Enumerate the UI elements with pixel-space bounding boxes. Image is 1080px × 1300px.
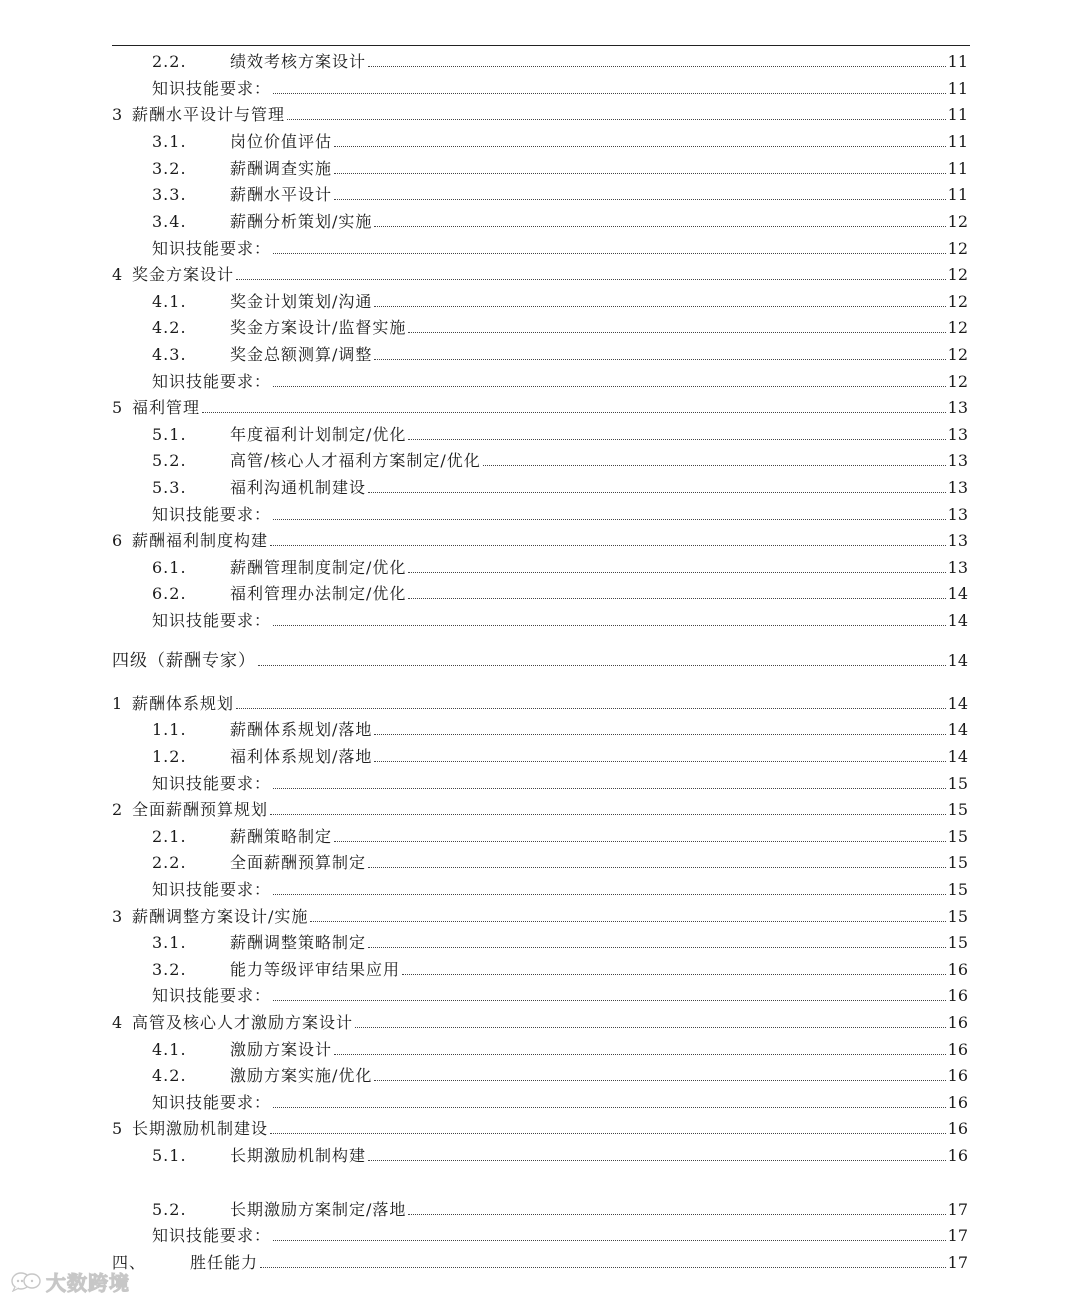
toc-entry[interactable]: [112, 1036, 968, 1060]
toc-entry-page: 13: [947, 558, 968, 577]
toc-entry-number: 3.2.: [152, 960, 187, 979]
toc-dot-leader: [273, 1000, 946, 1001]
toc-dot-leader: [374, 761, 945, 762]
toc-entry-title: 薪酬管理制度制定/优化: [230, 558, 407, 577]
toc-entry-page: 12: [947, 239, 968, 258]
chat-bubble-logo-icon: [10, 1270, 42, 1292]
toc-entry[interactable]: [112, 394, 968, 418]
toc-entry-page: 13: [947, 505, 968, 524]
toc-entry-page: 16: [947, 1040, 968, 1059]
toc-dot-leader: [273, 519, 946, 520]
toc-entry-page: 16: [947, 1146, 968, 1165]
toc-entry-number: 6.1.: [152, 558, 187, 577]
toc-entry-page: 15: [947, 880, 968, 899]
toc-entry-number: 4: [112, 1013, 124, 1032]
toc-entry-page: 12: [947, 265, 968, 284]
toc-entry-number: 2.2.: [152, 853, 187, 872]
toc-entry[interactable]: [112, 647, 968, 671]
toc-entry-page: 14: [947, 611, 968, 630]
toc-entry-number: 5: [112, 398, 124, 417]
watermark-text: 大数跨境: [46, 1270, 130, 1295]
toc-entry[interactable]: [112, 181, 968, 205]
toc-dot-leader: [368, 867, 946, 868]
toc-dot-leader: [334, 173, 946, 174]
toc-entry-title: 薪酬水平设计: [230, 185, 333, 204]
toc-entry[interactable]: [112, 1222, 968, 1246]
toc-entry[interactable]: [112, 982, 968, 1006]
toc-entry-title: 激励方案设计: [230, 1040, 333, 1059]
toc-entry-title: 奖金总额测算/调整: [230, 345, 373, 364]
toc-entry[interactable]: [112, 527, 968, 551]
toc-entry-title: 高管/核心人才福利方案制定/优化: [230, 451, 481, 470]
toc-dot-leader: [258, 665, 946, 666]
toc-entry-page: 14: [947, 720, 968, 739]
toc-entry[interactable]: [112, 288, 968, 312]
toc-entry-title: 高管及核心人才激励方案设计: [132, 1013, 354, 1032]
toc-entry-page: 14: [947, 747, 968, 766]
toc-entry-title: 四级（薪酬专家）: [112, 651, 256, 671]
toc-entry[interactable]: [112, 849, 968, 873]
toc-dot-leader: [334, 1054, 946, 1055]
toc-entry-page: 15: [947, 933, 968, 952]
toc-entry-number: 四、: [112, 1253, 147, 1272]
toc-entry-page: 13: [947, 451, 968, 470]
toc-dot-leader: [273, 894, 946, 895]
toc-entry[interactable]: [112, 48, 968, 72]
toc-entry[interactable]: [112, 580, 968, 604]
toc-entry-page: 11: [947, 52, 968, 71]
toc-entry-title: 福利体系规划/落地: [230, 747, 373, 766]
toc-entry[interactable]: [112, 474, 968, 498]
toc-entry-page: 12: [947, 212, 968, 231]
toc-entry-title: 奖金方案设计: [132, 265, 235, 284]
toc-entry[interactable]: [112, 235, 968, 259]
toc-entry-page: 14: [947, 694, 968, 713]
toc-entry-page: 16: [947, 986, 968, 1005]
toc-dot-leader: [334, 841, 946, 842]
toc-entry-page: 14: [947, 584, 968, 603]
toc-entry-page: 11: [947, 79, 968, 98]
toc-entry-page: 16: [947, 1093, 968, 1112]
toc-entry-page: 16: [947, 1119, 968, 1138]
toc-entry[interactable]: [112, 155, 968, 179]
toc-entry[interactable]: [112, 716, 968, 740]
toc-dot-leader: [374, 226, 945, 227]
toc-dot-leader: [310, 921, 945, 922]
toc-entry-number: 2.2.: [152, 52, 187, 71]
toc-entry-page: 17: [947, 1200, 968, 1219]
toc-entry-title: 岗位价值评估: [230, 132, 333, 151]
toc-entry[interactable]: [112, 690, 968, 714]
toc-entry-page: 17: [947, 1226, 968, 1245]
toc-entry-number: 3: [112, 907, 124, 926]
toc-entry[interactable]: [112, 1009, 968, 1033]
toc-entry-title: 知识技能要求：: [152, 239, 272, 258]
toc-entry[interactable]: [112, 447, 968, 471]
toc-dot-leader: [260, 1267, 946, 1268]
toc-entry-title: 知识技能要求：: [152, 1093, 272, 1112]
toc-entry-page: 13: [947, 478, 968, 497]
toc-dot-leader: [270, 1133, 946, 1134]
toc-entry-title: 薪酬策略制定: [230, 827, 333, 846]
toc-entry-title: 奖金计划策划/沟通: [230, 292, 373, 311]
toc-entry-page: 16: [947, 1013, 968, 1032]
toc-entry-number: 3.1.: [152, 132, 187, 151]
toc-entry-title: 薪酬体系规划: [132, 694, 235, 713]
toc-entry-number: 1: [112, 694, 124, 713]
toc-entry[interactable]: [112, 796, 968, 820]
toc-entry-number: 2: [112, 800, 124, 819]
toc-entry-page: 15: [947, 827, 968, 846]
toc-entry-page: 17: [947, 1253, 968, 1272]
toc-dot-leader: [273, 788, 946, 789]
toc-entry-number: 5.2.: [152, 451, 187, 470]
toc-entry-title: 薪酬分析策划/实施: [230, 212, 373, 231]
toc-dot-leader: [273, 1107, 946, 1108]
toc-entry[interactable]: [112, 314, 968, 338]
toc-entry[interactable]: [112, 903, 968, 927]
toc-dot-leader: [273, 93, 946, 94]
toc-entry-title: 福利沟通机制建设: [230, 478, 367, 497]
toc-dot-leader: [408, 439, 945, 440]
toc-entry[interactable]: [112, 421, 968, 445]
toc-dot-leader: [374, 734, 945, 735]
toc-entry-title: 激励方案实施/优化: [230, 1066, 373, 1085]
toc-entry-title: 知识技能要求：: [152, 1226, 272, 1245]
toc-dot-leader: [483, 465, 946, 466]
toc-dot-leader: [236, 279, 946, 280]
toc-dot-leader: [287, 119, 946, 120]
toc-entry-number: 4.3.: [152, 345, 187, 364]
toc-entry-title: 知识技能要求：: [152, 880, 272, 899]
toc-entry-title: 知识技能要求：: [152, 372, 272, 391]
toc-entry-page: 12: [947, 318, 968, 337]
toc-dot-leader: [202, 412, 946, 413]
toc-dot-leader: [408, 1214, 945, 1215]
toc-entry[interactable]: [112, 101, 968, 125]
toc-entry[interactable]: [112, 75, 968, 99]
toc-entry-number: 3.3.: [152, 185, 187, 204]
toc-entry-number: 4.1.: [152, 1040, 187, 1059]
toc-entry-number: 4: [112, 265, 124, 284]
toc-entry-title: 薪酬调整方案设计/实施: [132, 907, 309, 926]
toc-entry[interactable]: [112, 261, 968, 285]
toc-entry[interactable]: [112, 554, 968, 578]
toc-entry[interactable]: [112, 1062, 968, 1086]
toc-dot-leader: [408, 572, 945, 573]
toc-entry-page: 15: [947, 774, 968, 793]
toc-entry-title: 薪酬调整策略制定: [230, 933, 367, 952]
toc-dot-leader: [355, 1027, 946, 1028]
toc-entry[interactable]: [112, 1089, 968, 1113]
toc-dot-leader: [236, 708, 946, 709]
toc-entry-number: 3.2.: [152, 159, 187, 178]
toc-entry-page: 11: [947, 105, 968, 124]
toc-entry-page: 11: [947, 185, 968, 204]
toc-dot-leader: [273, 625, 946, 626]
toc-entry-title: 长期激励机制建设: [132, 1119, 269, 1138]
toc-entry-title: 知识技能要求：: [152, 986, 272, 1005]
toc-entry-title: 薪酬调查实施: [230, 159, 333, 178]
toc-entry[interactable]: [112, 128, 968, 152]
toc-entry-title: 知识技能要求：: [152, 505, 272, 524]
toc-entry-title: 胜任能力: [190, 1253, 259, 1272]
toc-dot-leader: [368, 66, 946, 67]
toc-entry-number: 5.1.: [152, 425, 187, 444]
toc-entry-title: 全面薪酬预算规划: [132, 800, 269, 819]
toc-entry-title: 福利管理: [132, 398, 201, 417]
toc-entry-title: 福利管理办法制定/优化: [230, 584, 407, 603]
toc-entry[interactable]: [112, 770, 968, 794]
toc-entry-number: 6: [112, 531, 124, 550]
toc-entry-number: 4.2.: [152, 318, 187, 337]
toc-entry-title: 长期激励机制构建: [230, 1146, 367, 1165]
toc-dot-leader: [334, 199, 946, 200]
toc-dot-leader: [334, 146, 946, 147]
toc-entry-number: 1.1.: [152, 720, 187, 739]
toc-entry-number: 5: [112, 1119, 124, 1138]
toc-entry-page: 16: [947, 960, 968, 979]
toc-entry-number: 3.1.: [152, 933, 187, 952]
toc-entry[interactable]: [112, 1249, 968, 1273]
toc-entry-page: 15: [947, 800, 968, 819]
toc-entry-page: 14: [947, 651, 968, 670]
toc-entry[interactable]: [112, 368, 968, 392]
toc-entry-title: 全面薪酬预算制定: [230, 853, 367, 872]
toc-entry[interactable]: [112, 501, 968, 525]
toc-entry-title: 薪酬体系规划/落地: [230, 720, 373, 739]
toc-entry-title: 知识技能要求：: [152, 774, 272, 793]
toc-entry[interactable]: [112, 1115, 968, 1139]
toc-dot-leader: [273, 1240, 946, 1241]
toc-entry-page: 12: [947, 292, 968, 311]
toc-dot-leader: [402, 974, 946, 975]
toc-entry-page: 15: [947, 853, 968, 872]
toc-entry[interactable]: [112, 1142, 968, 1166]
toc-entry-number: 1.2.: [152, 747, 187, 766]
toc-dot-leader: [368, 1160, 946, 1161]
toc-entry-page: 16: [947, 1066, 968, 1085]
toc-entry-number: 2.1.: [152, 827, 187, 846]
toc-entry-page: 12: [947, 345, 968, 364]
toc-dot-leader: [368, 492, 946, 493]
toc-entry-number: 5.1.: [152, 1146, 187, 1165]
toc-entry-page: 11: [947, 132, 968, 151]
toc-entry-title: 绩效考核方案设计: [230, 52, 367, 71]
toc-entry[interactable]: [112, 956, 968, 980]
toc-entry-page: 15: [947, 907, 968, 926]
toc-entry-title: 薪酬水平设计与管理: [132, 105, 286, 124]
toc-entry-number: 4.2.: [152, 1066, 187, 1085]
toc-entry-title: 薪酬福利制度构建: [132, 531, 269, 550]
toc-dot-leader: [273, 253, 946, 254]
toc-entry[interactable]: [112, 208, 968, 232]
toc-entry-number: 6.2.: [152, 584, 187, 603]
toc-entry-page: 12: [947, 372, 968, 391]
toc-entry[interactable]: [112, 823, 968, 847]
toc-entry-title: 知识技能要求：: [152, 611, 272, 630]
toc-entry[interactable]: [112, 341, 968, 365]
toc-entry-number: 4.1.: [152, 292, 187, 311]
toc-entry-number: 3.4.: [152, 212, 187, 231]
toc-dot-leader: [270, 545, 946, 546]
toc-entry[interactable]: [112, 607, 968, 631]
toc-entry-title: 知识技能要求：: [152, 79, 272, 98]
toc-dot-leader: [374, 359, 945, 360]
toc-entry-page: 11: [947, 159, 968, 178]
toc-entry-number: 5.2.: [152, 1200, 187, 1219]
toc-entry-page: 13: [947, 398, 968, 417]
toc-dot-leader: [408, 332, 945, 333]
toc-entry-number: 5.3.: [152, 478, 187, 497]
toc-dot-leader: [368, 947, 946, 948]
toc-dot-leader: [374, 1080, 945, 1081]
toc-dot-leader: [374, 306, 945, 307]
toc-entry[interactable]: [112, 876, 968, 900]
toc-entry-title: 能力等级评审结果应用: [230, 960, 401, 979]
toc-dot-leader: [270, 814, 946, 815]
toc-entry[interactable]: [112, 929, 968, 953]
toc-entry[interactable]: [112, 743, 968, 767]
toc-entry-page: 13: [947, 531, 968, 550]
toc-entry-page: 13: [947, 425, 968, 444]
toc-entry-title: 长期激励方案制定/落地: [230, 1200, 407, 1219]
toc-entry[interactable]: [112, 1196, 968, 1220]
watermark: [10, 1268, 130, 1294]
toc-dot-leader: [273, 386, 946, 387]
toc-dot-leader: [408, 598, 945, 599]
toc-entry-title: 奖金方案设计/监督实施: [230, 318, 407, 337]
toc-entry-title: 年度福利计划制定/优化: [230, 425, 407, 444]
toc-entry-number: 3: [112, 105, 124, 124]
